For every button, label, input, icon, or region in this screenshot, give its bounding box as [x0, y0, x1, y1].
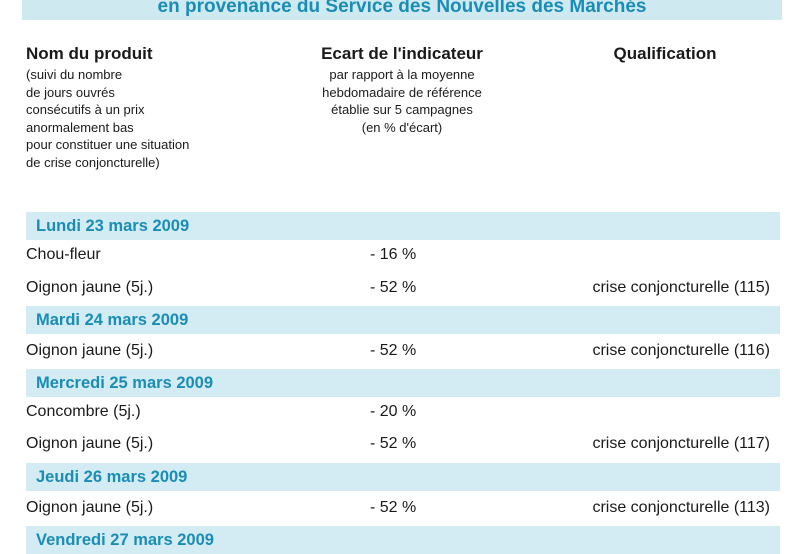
header-qualification: Qualification	[613, 44, 717, 63]
header-indicator-sub-line: par rapport à la moyenne	[329, 67, 475, 82]
ecart-cell: - 16 %	[370, 246, 417, 263]
date-label: Lundi 23 mars 2009	[36, 216, 190, 235]
qualification-cell: crise conjoncturelle (116)	[592, 342, 770, 359]
product-cell: Oignon jaune (5j.)	[26, 499, 154, 516]
date-header	[26, 369, 780, 397]
product-cell: Chou-fleur	[26, 246, 101, 263]
table-row	[26, 398, 780, 428]
title-banner	[22, 0, 782, 20]
date-header	[26, 463, 780, 491]
header-product-sub	[26, 66, 189, 172]
header-product-sub-line: anormalement bas	[26, 119, 134, 135]
header-product-sub-line: consécutifs à un prix	[26, 102, 145, 118]
header-indicator-sub-line: (en % d'écart)	[361, 119, 443, 135]
qualification-cell: crise conjoncturelle (113)	[592, 499, 770, 516]
date-header	[26, 306, 780, 334]
header-product-sub-line: (suivi du nombre	[26, 67, 123, 82]
date-label: Mercredi 25 mars 2009	[36, 373, 214, 392]
product-cell: Concombre (5j.)	[26, 403, 141, 420]
product-cell: Oignon jaune (5j.)	[26, 435, 154, 452]
product-cell: Oignon jaune (5j.)	[26, 279, 154, 296]
ecart-cell: - 20 %	[370, 403, 417, 420]
date-label: Mardi 24 mars 2009	[36, 310, 189, 329]
date-label: Vendredi 27 mars 2009	[36, 530, 214, 549]
header-product: Nom du produit	[26, 44, 153, 63]
table-title: en provenance du Service des Nouvelles des Marchés	[157, 0, 647, 17]
header-indicator-sub	[290, 66, 514, 136]
header-product-sub-line: de crise conjoncturelle)	[26, 154, 160, 170]
header-product-sub-line: pour constituer une situation	[26, 137, 190, 153]
table-row	[26, 494, 780, 524]
product-cell: Oignon jaune (5j.)	[26, 342, 154, 359]
date-label: Jeudi 26 mars 2009	[36, 467, 188, 486]
ecart-cell: - 52 %	[370, 279, 417, 296]
table-row	[26, 337, 780, 367]
qualification-cell: crise conjoncturelle (117)	[592, 435, 770, 452]
header-indicator: Ecart de l'indicateur	[321, 44, 483, 63]
header-indicator-sub-line: établie sur 5 campagnes	[331, 102, 473, 118]
table-row	[26, 241, 780, 271]
header-product-sub-line: de jours ouvrés	[26, 84, 115, 100]
table-row	[26, 430, 780, 460]
ecart-cell: - 52 %	[370, 342, 417, 359]
table-row	[26, 274, 780, 304]
ecart-cell: - 52 %	[370, 435, 417, 452]
ecart-cell: - 52 %	[370, 499, 417, 516]
qualification-cell: crise conjoncturelle (115)	[592, 279, 770, 296]
header-indicator-sub-line: hebdomadaire de référence	[322, 84, 482, 100]
date-header	[26, 212, 780, 240]
